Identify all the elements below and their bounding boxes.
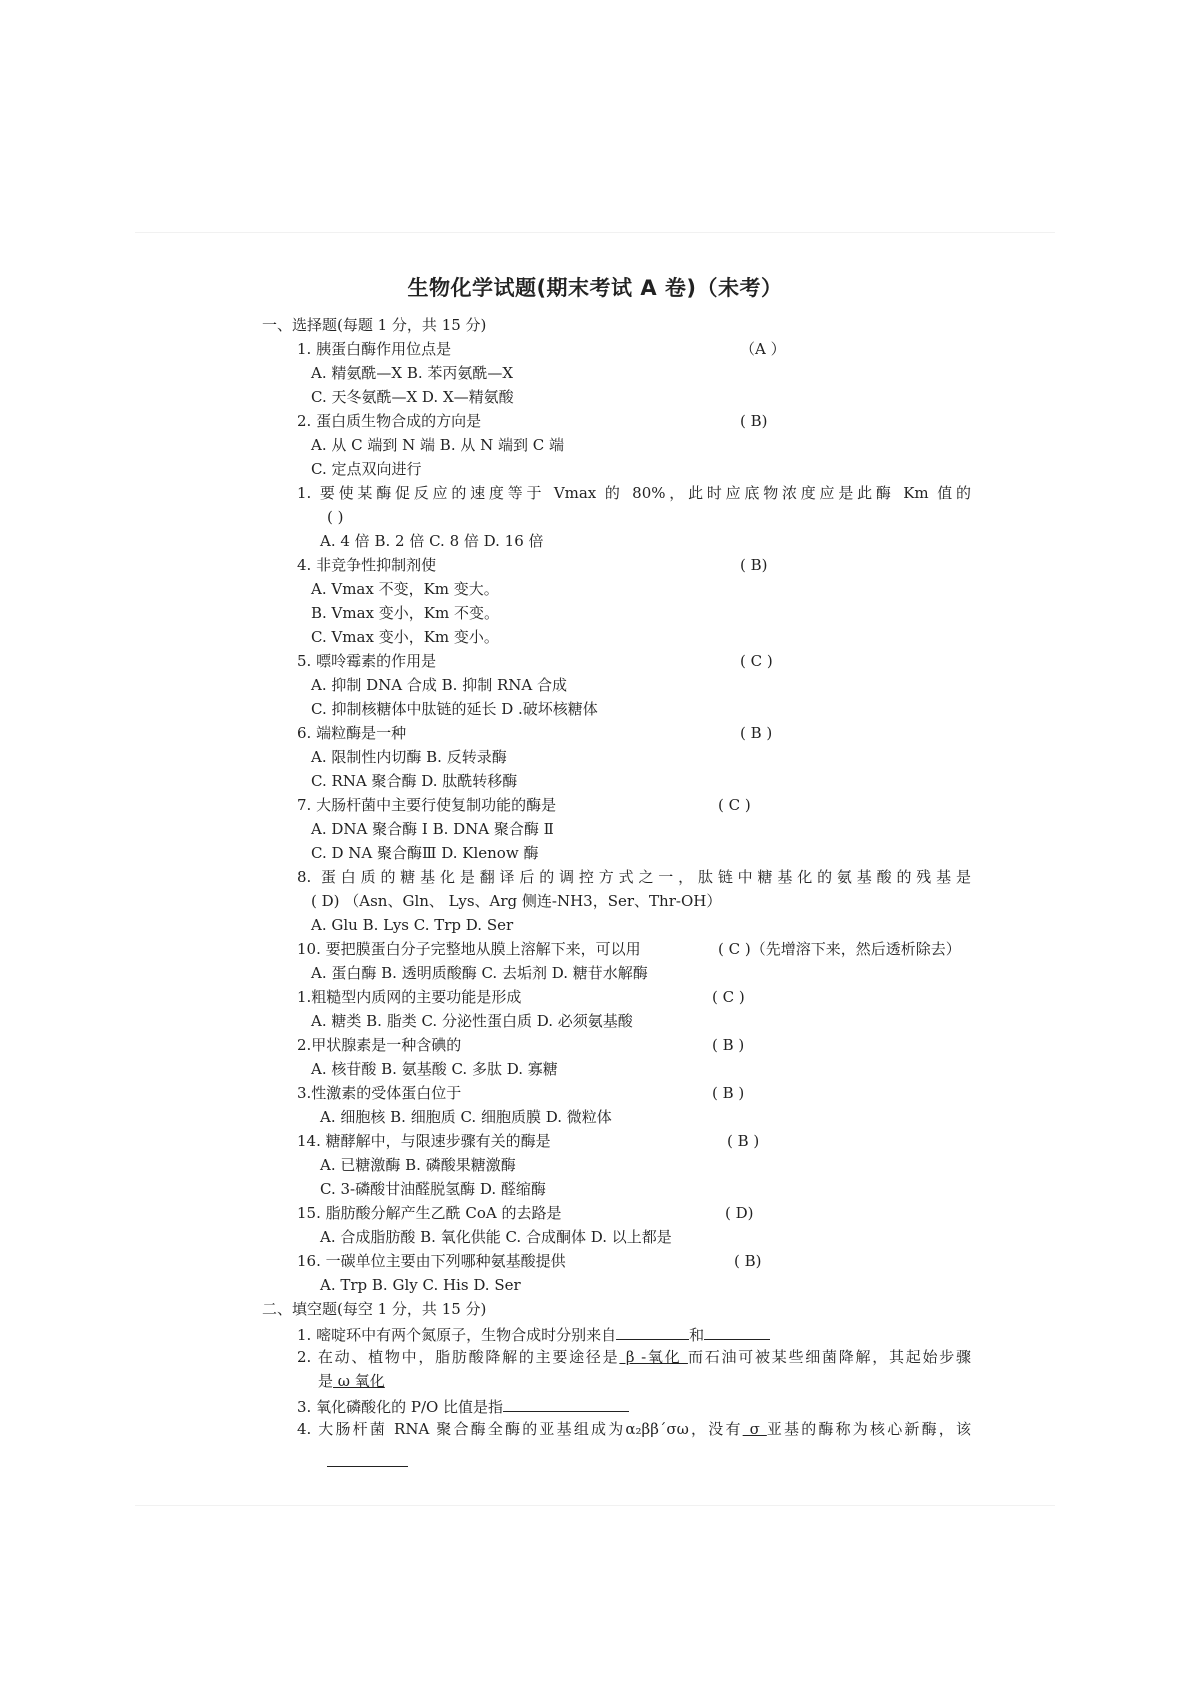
options-4c: C. Vmax 变小，Km 变小。 <box>311 628 499 646</box>
question-8: 8. 蛋白质的糖基化是翻译后的调控方式之一，肽链中糖基化的氨基酸的残基是 <box>297 868 971 886</box>
question-1: 1. 胰蛋白酶作用位点是 <box>297 340 452 358</box>
fill-question-1-text: 1. 嘧啶环中有两个氮原子，生物合成时分别来自 <box>297 1326 617 1344</box>
question-3: 1. 要使某酶促反应的速度等于 Vmax 的 80%，此时应底物浓度应是此酶 Km 值的 <box>297 484 971 502</box>
footer-answer-blank <box>327 1466 408 1467</box>
options-2b: C. 定点双向进行 <box>311 460 422 478</box>
section-heading-choice: 一、选择题(每题 1 分，共 15 分) <box>262 316 487 334</box>
question-13: 3.性激素的受体蛋白位于 <box>297 1084 462 1102</box>
fill-question-2-mid: 而石油可被某些细菌降解，其起始步骤 <box>687 1348 971 1366</box>
fill-question-4 <box>297 1419 971 1439</box>
question-5: 5. 嘌呤霉素的作用是 <box>297 652 437 670</box>
answer-14: ( B ) <box>727 1132 760 1150</box>
options-14b: C. 3-磷酸甘油醛脱氢酶 D. 醛缩酶 <box>320 1180 546 1198</box>
filled-answer: β -氧化 <box>619 1348 688 1366</box>
question-7: 7. 大肠杆菌中主要行使复制功能的酶是 <box>297 796 557 814</box>
answer-blank-3: ( ) <box>327 508 344 526</box>
options-15: A. 合成脂肪酸 B. 氧化供能 C. 合成酮体 D. 以上都是 <box>320 1228 672 1246</box>
question-6: 6. 端粒酶是一种 <box>297 724 407 742</box>
answer-15: ( D) <box>725 1204 754 1222</box>
page-title: 生物化学试题(期末考试 A 卷)（未考） <box>407 276 783 300</box>
options-7a: A. DNA 聚合酶 I B. DNA 聚合酶 Ⅱ <box>311 820 554 838</box>
answer-2: ( B) <box>740 412 768 430</box>
options-5b: C. 抑制核糖体中肽链的延长 D .破坏核糖体 <box>311 700 598 718</box>
options-3: A. 4 倍 B. 2 倍 C. 8 倍 D. 16 倍 <box>320 532 544 550</box>
options-13: A. 细胞核 B. 细胞质 C. 细胞质膜 D. 微粒体 <box>320 1108 612 1126</box>
fill-question-1-mid: 和 <box>689 1326 705 1344</box>
options-10: A. 蛋白酶 B. 透明质酸酶 C. 去垢剂 D. 糖苷水解酶 <box>311 964 648 982</box>
fill-question-4-text: 4. 大肠杆菌 RNA 聚合酶全酶的亚基组成为α₂ββ΄σω，没有 <box>297 1420 743 1438</box>
answer-12: ( B ) <box>712 1036 745 1054</box>
fill-question-4-tail: 亚基的酶称为核心新酶，该 <box>766 1420 971 1438</box>
answer-blank <box>704 1323 770 1340</box>
options-16: A. Trp B. Gly C. His D. Ser <box>320 1276 521 1294</box>
options-4a: A. Vmax 不变，Km 变大。 <box>311 580 499 598</box>
filled-answer: ω 氧化 <box>333 1372 385 1390</box>
question-2: 2. 蛋白质生物合成的方向是 <box>297 412 482 430</box>
answer-5: ( C ) <box>740 652 773 670</box>
fill-question-3-text: 3. 氧化磷酸化的 P/O 比值是指 <box>297 1398 504 1416</box>
options-14a: A. 已糖激酶 B. 磷酸果糖激酶 <box>320 1156 516 1174</box>
answer-blank <box>616 1323 689 1340</box>
options-1a: A. 精氨酰—X B. 苯丙氨酰—X <box>311 364 514 382</box>
options-6a: A. 限制性内切酶 B. 反转录酶 <box>311 748 507 766</box>
answer-4: ( B) <box>740 556 768 574</box>
fill-question-1 <box>297 1323 770 1345</box>
question-10: 10. 要把膜蛋白分子完整地从膜上溶解下来，可以用 <box>297 940 641 958</box>
answer-10: ( C )（先增溶下来，然后透析除去） <box>718 940 961 958</box>
answer-11: ( C ) <box>712 988 745 1006</box>
scan-edge-bottom <box>135 1505 1055 1506</box>
options-7b: C. D NA 聚合酶Ⅲ D. Klenow 酶 <box>311 844 539 862</box>
scan-edge-top <box>135 232 1055 233</box>
question-12: 2.甲状腺素是一种含碘的 <box>297 1036 462 1054</box>
fill-question-2-line2: 是 <box>318 1372 334 1390</box>
options-2a: A. 从 C 端到 N 端 B. 从 N 端到 C 端 <box>311 436 565 454</box>
question-8-note: ( D) （Asn、Gln、 Lys、Arg 侧连-NH3，Ser、Thr-OH） <box>311 892 722 910</box>
question-16: 16. 一碳单位主要由下列哪种氨基酸提供 <box>297 1252 566 1270</box>
answer-13: ( B ) <box>712 1084 745 1102</box>
question-11: 1.粗糙型内质网的主要功能是形成 <box>297 988 522 1006</box>
question-15: 15. 脂肪酸分解产生乙酰 CoA 的去路是 <box>297 1204 562 1222</box>
fill-question-2 <box>297 1347 971 1367</box>
answer-16: ( B) <box>734 1252 762 1270</box>
answer-1: （A ） <box>740 340 786 358</box>
filled-answer: σ <box>742 1420 767 1438</box>
section-heading-fill: 二、填空题(每空 1 分，共 15 分) <box>262 1300 487 1318</box>
fill-question-3 <box>297 1395 629 1417</box>
options-5a: A. 抑制 DNA 合成 B. 抑制 RNA 合成 <box>311 676 568 694</box>
options-6b: C. RNA 聚合酶 D. 肽酰转移酶 <box>311 772 518 790</box>
question-4: 4. 非竞争性抑制剂使 <box>297 556 437 574</box>
options-1b: C. 天冬氨酰—X D. X—精氨酸 <box>311 388 514 406</box>
fill-question-2-text: 2. 在动、植物中，脂肪酸降解的主要途径是 <box>297 1348 620 1366</box>
question-14: 14. 糖酵解中，与限速步骤有关的酶是 <box>297 1132 551 1150</box>
options-12: A. 核苷酸 B. 氨基酸 C. 多肽 D. 寡糖 <box>311 1060 558 1078</box>
fill-question-2-cont <box>318 1371 385 1391</box>
answer-7: ( C ) <box>718 796 751 814</box>
answer-6: ( B ) <box>740 724 773 742</box>
answer-blank <box>503 1395 629 1412</box>
options-11: A. 糖类 B. 脂类 C. 分泌性蛋白质 D. 必须氨基酸 <box>311 1012 633 1030</box>
options-4b: B. Vmax 变小，Km 不变。 <box>311 604 499 622</box>
options-8: A. Glu B. Lys C. Trp D. Ser <box>311 916 514 934</box>
